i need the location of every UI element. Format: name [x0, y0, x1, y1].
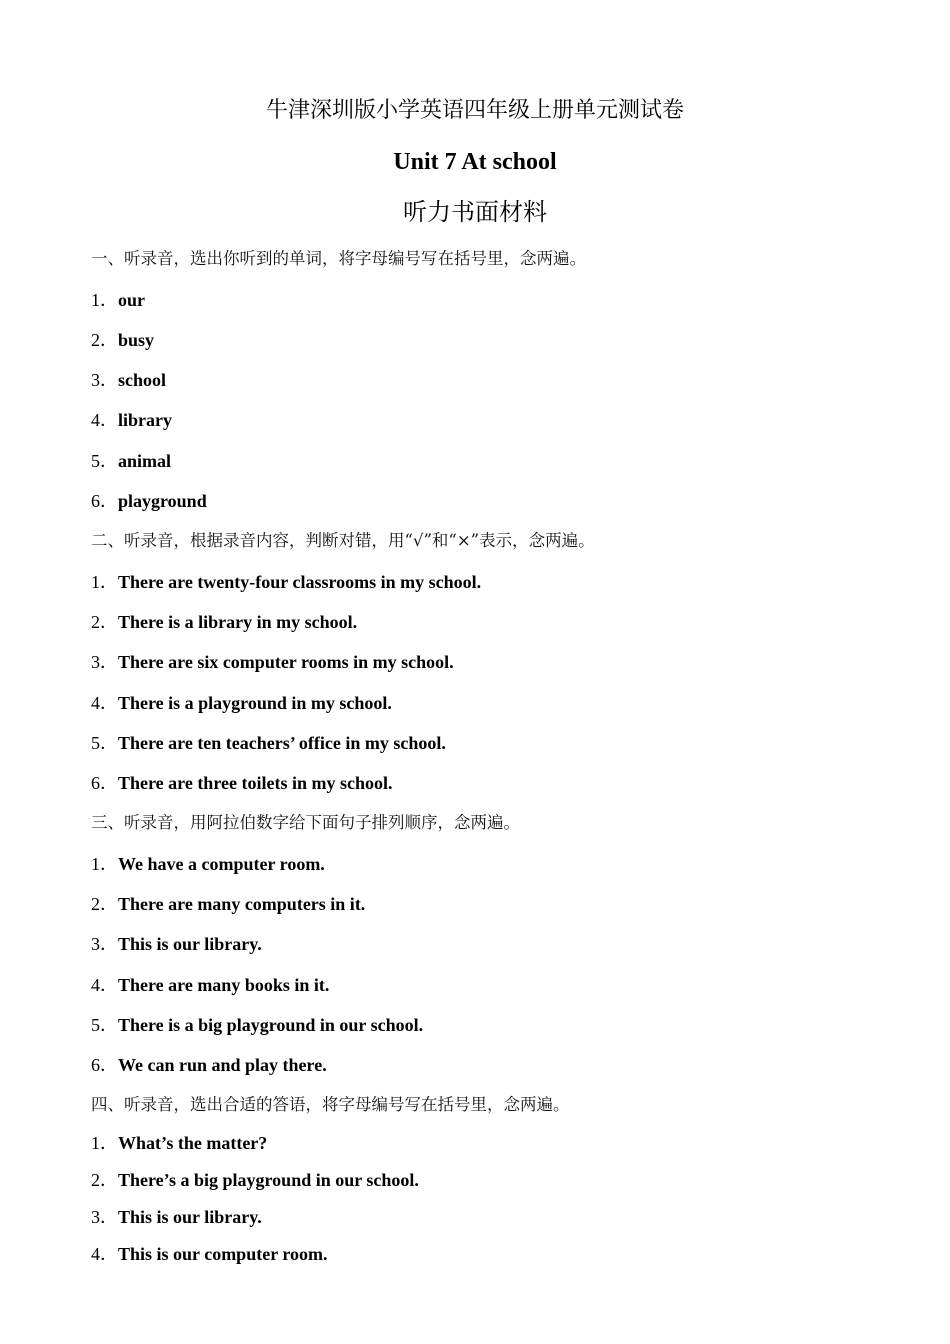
list-item: 4．library — [91, 410, 172, 430]
list-item: 3．This is our library. — [91, 934, 262, 954]
document-title-chinese: 牛津深圳版小学英语四年级上册单元测试卷 — [265, 98, 684, 123]
list-item: 3．school — [91, 370, 167, 390]
list-item: 3．There are six computer rooms in my school. — [91, 652, 454, 672]
section-1-heading: 一、听录音，选出你听到的单词，将字母编号写在括号里，念两遍。 — [91, 249, 586, 268]
list-item: 1．our — [91, 290, 145, 310]
list-item: 1．There are twenty-four classrooms in my school. — [91, 572, 482, 592]
list-item: 4．This is our computer room. — [91, 1244, 328, 1264]
list-item: 6．playground — [91, 491, 207, 511]
list-item: 4．There is a playground in my school. — [91, 693, 392, 713]
list-item: 5．animal — [91, 451, 172, 471]
list-item: 6．We can run and play there. — [91, 1055, 327, 1075]
list-item: 1．What’s the matter? — [91, 1133, 268, 1153]
section-4-heading: 四、听录音，选出合适的答语，将字母编号写在括号里，念两遍。 — [91, 1095, 570, 1114]
list-item: 3．This is our library. — [91, 1207, 262, 1227]
list-item: 2．busy — [91, 330, 155, 350]
list-item: 2．There are many computers in it. — [91, 894, 366, 914]
list-item: 1．We have a computer room. — [91, 854, 325, 874]
document-title-unit: Unit 7 At school — [393, 149, 557, 175]
list-item: 5．There is a big playground in our school. — [91, 1015, 424, 1035]
section-3-heading: 三、听录音，用阿拉伯数字给下面句子排列顺序，念两遍。 — [91, 813, 520, 832]
list-item: 6．There are three toilets in my school. — [91, 773, 393, 793]
list-item: 4．There are many books in it. — [91, 975, 330, 995]
document-subtitle: 听力书面材料 — [403, 198, 547, 226]
list-item: 2．There is a library in my school. — [91, 612, 358, 632]
list-item: 5．There are ten teachers’ office in my school. — [91, 733, 446, 753]
list-item: 2．There’s a big playground in our school. — [91, 1170, 419, 1190]
section-2-heading: 二、听录音，根据录音内容，判断对错，用“√”和“×”表示，念两遍。 — [91, 531, 595, 550]
